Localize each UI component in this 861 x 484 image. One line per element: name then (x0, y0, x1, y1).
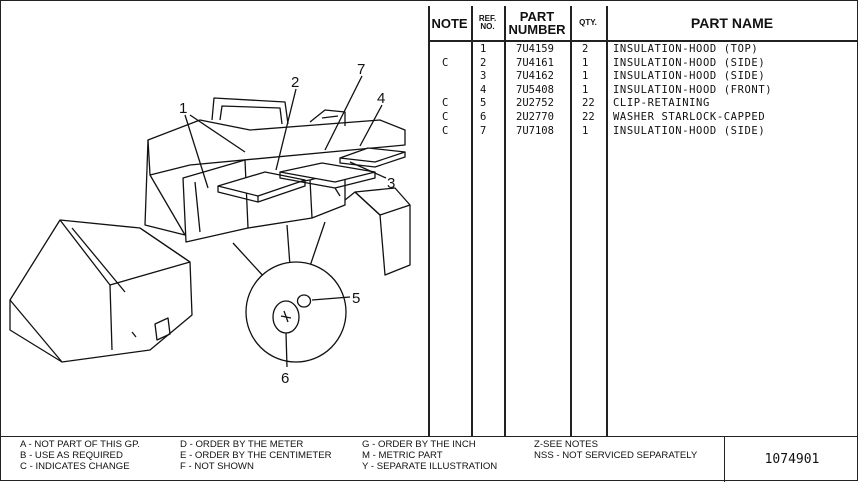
exploded-view-drawing (0, 0, 428, 436)
row-part-number: 7U5408 (516, 83, 554, 96)
header-note: NOTE (431, 15, 468, 31)
legend-entry: D - ORDER BY THE METER (180, 439, 304, 450)
row-note: C (442, 56, 449, 69)
row-part-name: INSULATION-HOOD (SIDE) (613, 124, 766, 137)
row-part-name: INSULATION-HOOD (TOP) (613, 43, 759, 55)
legend-entry: C - INDICATES CHANGE (20, 461, 130, 472)
legend-entry: M - METRIC PART (362, 450, 443, 461)
header-part-line1: PART (519, 9, 555, 24)
callout-1: 1 (179, 100, 188, 117)
row-part-number: 2U2752 (516, 97, 554, 110)
legend-column (362, 439, 497, 472)
header-part-number (504, 6, 570, 40)
row-ref: 2 (480, 56, 487, 69)
legend-column (180, 439, 332, 472)
callout-4: 4 (377, 90, 386, 107)
catalog-number: 1074901 (724, 437, 859, 482)
row-ref: 7 (480, 124, 487, 137)
row-part-number: 7U4161 (516, 56, 554, 69)
table-row (428, 70, 858, 84)
table-row (428, 111, 858, 125)
row-part-number: 2U2770 (516, 111, 554, 123)
header-ref-no (471, 6, 504, 40)
header-ref-line1: REF. (478, 14, 497, 23)
row-ref: 6 (480, 111, 487, 123)
header-part-name: PART NAME (690, 15, 774, 31)
header-rule (428, 40, 858, 42)
legend-entry: B - USE AS REQUIRED (20, 450, 123, 461)
callout-7: 7 (357, 61, 366, 78)
header-ref-line2: NO. (480, 22, 495, 31)
row-part-number: 7U4159 (516, 43, 554, 55)
row-qty: 22 (582, 111, 595, 123)
row-part-name: INSULATION-HOOD (SIDE) (613, 70, 766, 83)
header-qty: QTY. (579, 18, 597, 27)
row-note: C (442, 111, 449, 123)
callout-2: 2 (291, 74, 300, 91)
legend-footer (0, 436, 858, 482)
parts-table (428, 6, 858, 436)
legend-column (534, 439, 697, 461)
row-part-number: 7U4162 (516, 70, 554, 83)
table-row (428, 125, 858, 139)
callout-6: 6 (281, 370, 290, 387)
header-part-line2: NUMBER (508, 22, 566, 37)
row-part-name: WASHER STARLOCK-CAPPED (613, 111, 766, 123)
legend-entry: A - NOT PART OF THIS GP. (20, 439, 140, 450)
row-note: C (442, 97, 449, 110)
legend-entry: G - ORDER BY THE INCH (362, 439, 476, 450)
legend-entry: NSS - NOT SERVICED SEPARATELY (534, 450, 698, 461)
row-note: C (442, 124, 449, 137)
row-qty: 1 (582, 124, 589, 137)
row-ref: 4 (480, 83, 487, 96)
row-part-name: INSULATION-HOOD (FRONT) (613, 83, 773, 96)
legend-entry: F - NOT SHOWN (180, 461, 254, 472)
row-part-name: CLIP-RETAINING (613, 97, 710, 110)
row-qty: 1 (582, 56, 589, 69)
row-ref: 3 (480, 70, 487, 83)
table-row (428, 57, 858, 71)
row-part-number: 7U7108 (516, 124, 554, 137)
row-part-name: INSULATION-HOOD (SIDE) (613, 56, 766, 69)
row-qty: 22 (582, 97, 595, 110)
legend-entry: Z-SEE NOTES (534, 439, 598, 450)
legend-entry: E - ORDER BY THE CENTIMETER (180, 450, 332, 461)
legend-column (20, 439, 140, 472)
row-qty: 1 (582, 83, 589, 96)
callout-5: 5 (352, 290, 361, 307)
exploded-view-illustration (0, 0, 428, 436)
callout-3: 3 (387, 175, 396, 192)
row-ref: 5 (480, 97, 487, 110)
table-row (428, 84, 858, 98)
table-row (428, 97, 858, 111)
row-qty: 1 (582, 70, 589, 83)
table-row (428, 43, 858, 57)
legend-entry: Y - SEPARATE ILLUSTRATION (362, 461, 498, 472)
row-ref: 1 (480, 43, 487, 55)
row-qty: 2 (582, 43, 589, 55)
